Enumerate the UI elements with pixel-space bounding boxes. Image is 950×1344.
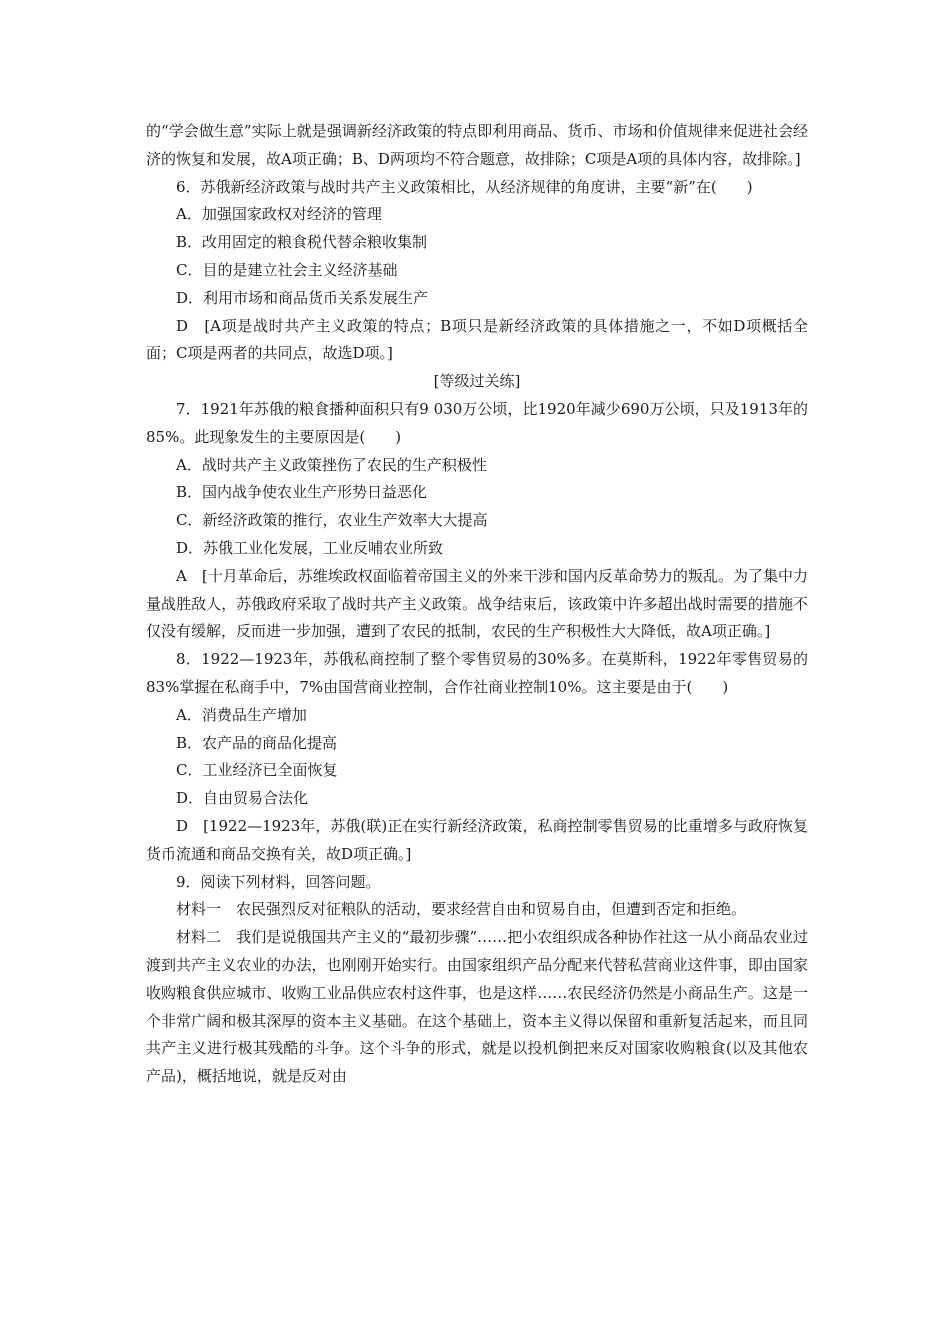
option-line: B．国内战争使农业生产形势日益恶化: [176, 483, 428, 502]
option-line: A．加强国家政权对经济的管理: [176, 205, 382, 224]
option-line: C．工业经济已全面恢复: [176, 761, 338, 780]
option-line: C．目的是建立社会主义经济基础: [176, 260, 398, 279]
question-paragraph: 材料二 我们是说俄国共产主义的“最初步骤”……把小农组织成各种协作社这一从小商品农业过渡到共产主义农业的办法，也刚刚开始实行。由国家组织产品分配来代替私营商业这件事，即由国家收购粮食供应城市、收购工业品供应农村这件事，也是这样……农民经济仍然是小商品生产。这是一个非常广阔和极其深厚的资本主义基础。在这个基础上，资本主义得以保留和重新复活起来，而且同共产主义进行极其残酷的斗争。这个斗争的形式，就是以投机倒把来反对国家收购粮食(以及其他农产品)，概括地说，就是反对由: [146, 928, 808, 1086]
question-paragraph: 8．1922—1923年，苏俄私商控制了整个零售贸易的30%多。在莫斯科，1922年零售贸易的83%掌握在私商手中，7%由国营商业控制，合作社商业控制10%。这主要是由于( ): [146, 650, 808, 696]
question-paragraph: D [1922—1923年，苏俄(联)正在实行新经济政策，私商控制零售贸易的比重增多与政府恢复货币流通和商品交换有关，故D项正确。]: [146, 816, 808, 863]
question-paragraph: 9．阅读下列材料，回答问题。: [176, 872, 381, 891]
option-line: C．新经济政策的推行，农业生产效率大大提高: [176, 511, 488, 530]
option-line: A．战时共产主义政策挫伤了农民的生产积极性: [176, 455, 487, 474]
option-line: A．消费品生产增加: [176, 705, 307, 724]
option-line: D．苏俄工业化发展，工业反哺农业所致: [176, 538, 444, 557]
option-line: B．农产品的商品化提高: [176, 733, 338, 752]
option-line: B．改用固定的粮食税代替余粮收集制: [176, 233, 428, 252]
question-paragraph: D [A项是战时共产主义政策的特点；B项只是新经济政策的具体措施之一，不如D项概括全面；C项是两者的共同点，故选D项。]: [146, 316, 808, 363]
document-page: [146, 118, 808, 1091]
question-paragraph: 7．1921年苏俄的粮食播种面积只有9 030万公顷，比1920年减少690万公顷，只及1913年的85%。此现象发生的主要原因是( ): [146, 399, 808, 446]
question-paragraph: 材料一 农民强烈反对征粮队的活动，要求经营自由和贸易自由，但遭到否定和拒绝。: [176, 900, 747, 919]
question-paragraph: 6．苏俄新经济政策与战时共产主义政策相比，从经济规律的角度讲，主要“新”在( ): [176, 177, 753, 196]
option-line: D．自由贸易合法化: [176, 789, 309, 808]
question-paragraph: A [十月革命后，苏维埃政权面临着帝国主义的外来干涉和国内反革命势力的叛乱。为了集中力量战胜敌人，苏俄政府采取了战时共产主义政策。战争结束后，该政策中许多超出战时需要的措施不仅没有缓解，反而进一步加强，遭到了农民的抵制，农民的生产积极性大大降低，故A项正确。]: [146, 566, 808, 641]
option-line: D．利用市场和商品货币关系发展生产: [176, 288, 429, 307]
paragraph: 的“学会做生意”实际上就是强调新经济政策的特点即利用商品、货币、市场和价值规律来促进社会经济的恢复和发展，故A项正确；B、D两项均不符合题意，故排除；C项是A项的具体内容，故排除。]: [146, 122, 808, 168]
section-heading: [等级过关练]: [433, 372, 521, 391]
